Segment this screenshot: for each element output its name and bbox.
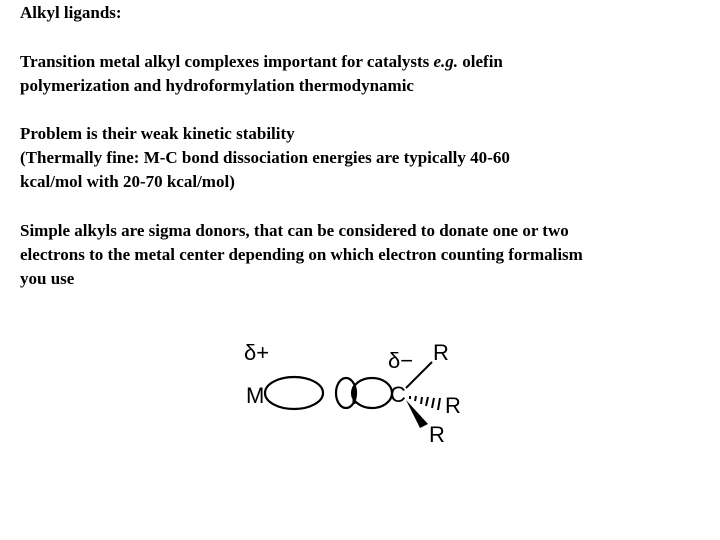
paragraph-3-line-2: electrons to the metal center depending on which electron counting formalism: [20, 245, 583, 264]
delta-plus-label: δ+: [244, 340, 270, 365]
solid-wedge-bond: [406, 400, 428, 428]
r-bottom-label: R: [429, 422, 445, 447]
heading: Alkyl ligands:: [20, 3, 122, 22]
r-top-label: R: [433, 340, 449, 365]
delta-minus-label: δ−: [388, 348, 414, 373]
r-right-label: R: [445, 393, 461, 418]
paragraph-1-line-1: [20, 52, 503, 72]
carbon-label: C: [390, 382, 406, 407]
paragraph-3-line-1: Simple alkyls are sigma donors, that can be considered to donate one or two: [20, 221, 569, 240]
paragraph-2-line-2: (Thermally fine: M-C bond dissociation energies are typically 40-60: [20, 148, 510, 167]
paragraph-2-line-1: Problem is their weak kinetic stability: [20, 124, 295, 143]
paragraph-1-italic-eg: e.g.: [433, 52, 459, 71]
paragraph-1-text: Transition metal alkyl complexes important for catalysts: [20, 52, 434, 71]
hashed-wedge-bond: [410, 396, 440, 410]
paragraph-1-text-end: olefin: [458, 52, 503, 71]
metal-alkyl-orbital-diagram: [240, 330, 480, 460]
paragraph-3-line-3: you use: [20, 269, 75, 288]
metal-orbital-lobe: [265, 377, 323, 409]
paragraph-2-line-3: kcal/mol with 20-70 kcal/mol): [20, 172, 235, 191]
metal-label: M: [246, 383, 265, 408]
carbon-orbital-front-lobe: [352, 378, 392, 408]
paragraph-1-line-2: polymerization and hydroformylation thermodynamic: [20, 76, 414, 95]
